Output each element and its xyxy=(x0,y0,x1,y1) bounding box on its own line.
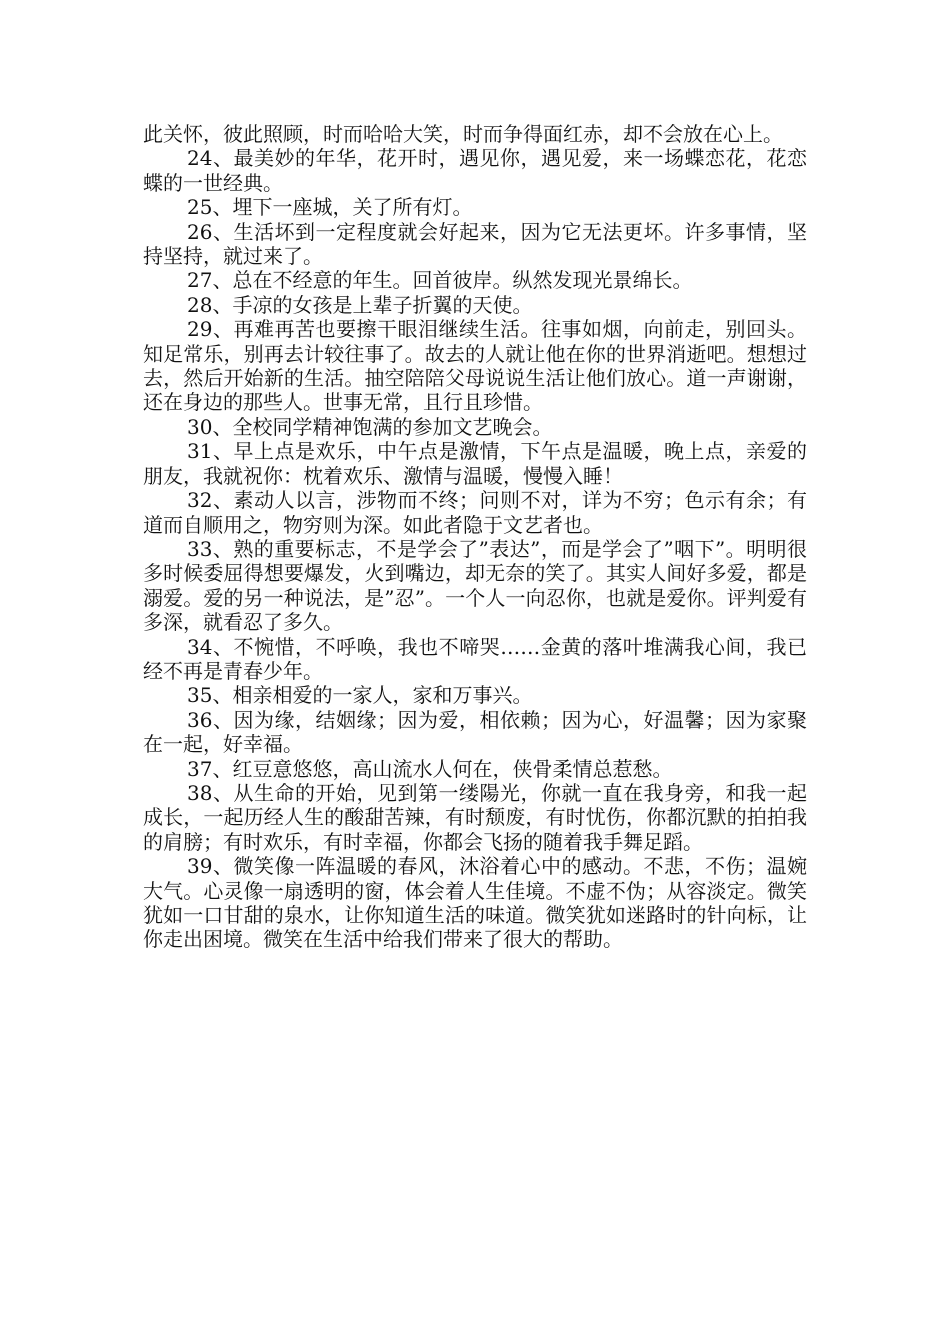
paragraph-34: 34、不惋惜，不呼唤，我也不啼哭……金黄的落叶堆满我心间，我已经不再是青春少年。 xyxy=(143,634,807,683)
paragraph-35: 35、相亲相爱的一家人，家和万事兴。 xyxy=(187,683,533,708)
paragraph-28: 28、手凉的女孩是上辈子折翼的天使。 xyxy=(187,292,533,317)
paragraph-33: 33、熟的重要标志，不是学会了”表达”，而是学会了”咽下”。明明很多时候委屈得想要爆发，火到嘴边，却无奈的笑了。其实人间好多爱，都是溺爱。爱的另一种说法，是”忍”。一个人一向忍你，也就是爱你。评判爱有多深，就看忍了多久。 xyxy=(143,536,807,635)
paragraph-26: 26、生活坏到一定程度就会好起来，因为它无法更坏。许多事情，坚持坚持，就过来了。 xyxy=(143,219,807,269)
paragraph-32: 32、素动人以言，涉物而不终；问则不对，详为不穷；色示有余；有道而自顺用之，物穷则为深。如此者隐于文艺者也。 xyxy=(143,488,807,537)
paragraph-37: 37、红豆意悠悠，高山流水人何在，侠骨柔情总惹愁。 xyxy=(187,756,673,781)
paragraph-38: 38、从生命的开始，见到第一缕陽光，你就一直在我身旁，和我一起成长，一起历经人生的酸甜苦辣，有时颓废，有时忧伤，你都沉默的拍拍我的肩膀；有时欢乐，有时幸福，你都会飞扬的随着我手舞足蹈。 xyxy=(143,780,807,854)
paragraph-39: 39、微笑像一阵温暖的春风，沐浴着心中的感动。不悲，不伤；温婉大气。心灵像一扇透明的窗，体会着人生佳境。不虚不伪；从容淡定。微笑犹如一口甘甜的泉水，让你知道生活的味道。微笑犹如迷路时的针向标，让你走出困境。微笑在生活中给我们带来了很大的帮助。 xyxy=(143,854,807,952)
paragraph-29: 29、再难再苦也要擦干眼泪继续生活。往事如烟，向前走，别回头。知足常乐，别再去计较往事了。故去的人就让他在你的世界消逝吧。想想过去，然后开始新的生活。抽空陪陪父母说说生活让他们放心。道一声谢谢，还在身边的那些人。世事无常，且行且珍惜。 xyxy=(143,317,807,415)
paragraph-24: 24、最美妙的年华，花开时，遇见你，遇见爱，来一场蝶恋花，花恋蝶的一世经典。 xyxy=(143,146,807,195)
paragraph-25: 25、埋下一座城，关了所有灯。 xyxy=(187,195,473,220)
paragraph-30: 30、全校同学精神饱满的参加文艺晚会。 xyxy=(187,414,553,439)
document-body xyxy=(143,122,807,952)
paragraph-36: 36、因为缘，结姻缘；因为爱，相依赖；因为心，好温馨；因为家聚在一起，好幸福。 xyxy=(143,707,807,757)
paragraph-31: 31、早上点是欢乐，中午点是激情，下午点是温暖，晚上点，亲爱的朋友，我就祝你：枕着欢乐、激情与温暖，慢慢入睡！ xyxy=(143,439,807,488)
paragraph-27: 27、总在不经意的年生。回首彼岸。纵然发现光景绵长。 xyxy=(187,268,693,293)
paragraph-continuation: 此关怀，彼此照顾，时而哈哈大笑，时而争得面红赤，却不会放在心上。 xyxy=(143,122,783,146)
